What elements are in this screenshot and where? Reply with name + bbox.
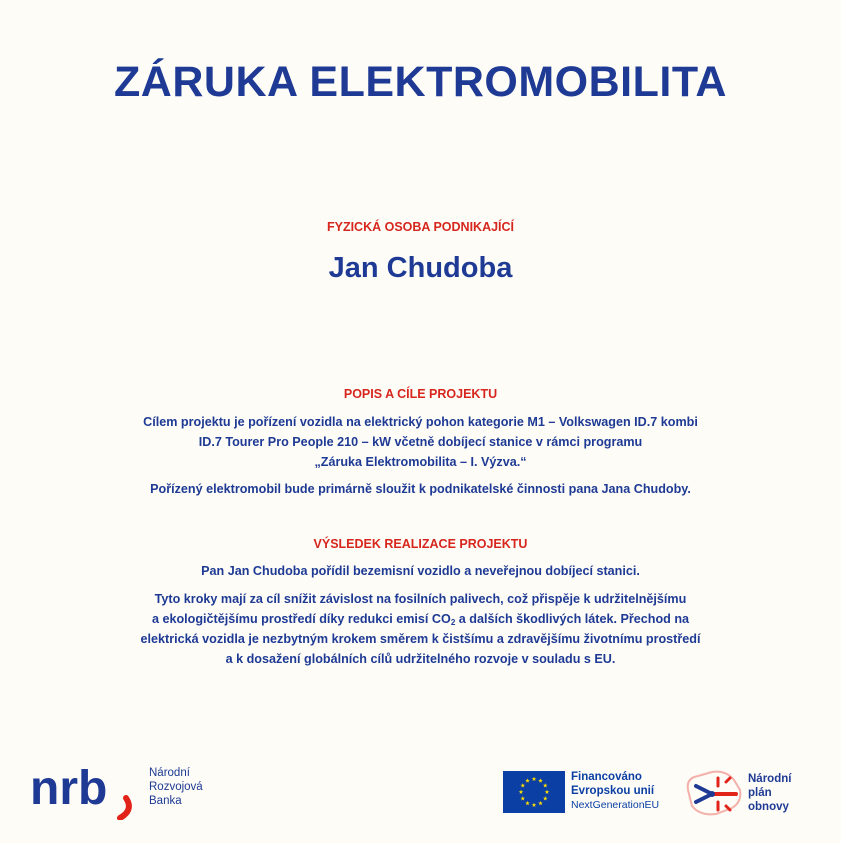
result-summary-paragraph: Pan Jan Chudoba pořídil bezemisní vozidlo a neveřejnou dobíjecí stanici. bbox=[201, 564, 640, 578]
result-line: a ekologičtějšímu prostředí díky redukci emisí $CO_2$ a dalších škodlivých látek. Přechod na bbox=[151, 612, 690, 627]
eu-flag-icon bbox=[503, 771, 565, 813]
result-line: elektrická vozidla je nezbytným krokem směrem k čistšímu a zdravějšímu životnímu prostředí bbox=[140, 632, 701, 646]
description-heading: POPIS A CÍLE PROJEKTU bbox=[343, 387, 498, 401]
eu-funding-text: Financováno Evropskou unií NextGenerationEU bbox=[571, 771, 660, 811]
nrb-logo bbox=[30, 760, 230, 820]
npo-logo-mark bbox=[682, 764, 746, 824]
description-line: Cílem projektu je pořízení vozidla na elektrický pohon kategorie M1 – Volkswagen ID.7 kombi bbox=[143, 415, 698, 429]
eu-funding-logo bbox=[503, 770, 683, 815]
description-line: „Záruka Elektromobilita – I. Výzva.“ bbox=[314, 455, 527, 469]
description-usage-paragraph: Pořízený elektromobil bude primárně sloužit k podnikatelské činnosti pana Jana Chudoby. bbox=[150, 482, 691, 496]
npo-name: Národní plán obnovy bbox=[748, 773, 792, 813]
beneficiary-name: Jan Chudoba bbox=[328, 252, 513, 284]
result-heading: VÝSLEDEK REALIZACE PROJEKTU bbox=[313, 537, 528, 551]
description-line: ID.7 Tourer Pro People 210 – kW včetně dobíjecí stanice v rámci programu bbox=[198, 435, 643, 449]
result-detail-paragraph bbox=[60, 589, 781, 669]
page-title: ZÁRUKA ELEKTROMOBILITA bbox=[114, 58, 727, 106]
svg-text:nrb: nrb bbox=[30, 762, 108, 815]
nrb-name: Národní Rozvojová Banka bbox=[149, 767, 203, 807]
nrb-logo-mark bbox=[30, 760, 145, 820]
description-paragraph bbox=[60, 412, 781, 472]
beneficiary-type-label: FYZICKÁ OSOBA PODNIKAJÍCÍ bbox=[326, 220, 515, 234]
npo-logo bbox=[682, 764, 822, 824]
result-line: Tyto kroky mají za cíl snížit závislost na fosilních palivech, což přispěje k udržitelnějšímu bbox=[154, 592, 687, 606]
result-line: a k dosažení globálních cílů udržitelného rozvoje v souladu s EU. bbox=[225, 652, 616, 666]
